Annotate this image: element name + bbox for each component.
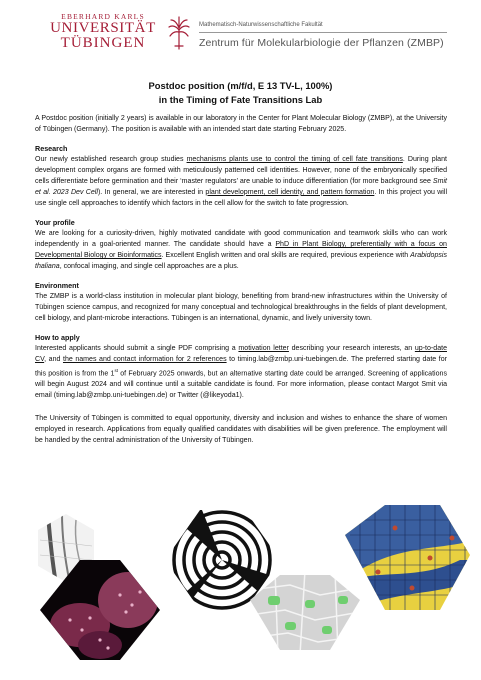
profile-paragraph: We are looking for a curiosity-driven, highly motivated candidate with good communication and teamwork skills who can work independently in a goal-oriented manner. The candidate should have a PhD in Plant Biology, preferentially with a focus on Developmental Biology or Bioinformatics. Excellent English written and oral skills are required, previous experience with Arabidopsis thaliana, confocal imaging, and single cell approaches are a plus.: [35, 230, 447, 270]
uni-line3: TÜBINGEN: [60, 35, 146, 51]
faculty-name: Mathematisch-Naturwissenschaftliche Fakultät: [199, 22, 323, 28]
uni-line1: EBERHARD KARLS: [61, 12, 145, 21]
header-divider: [199, 32, 447, 33]
profile-heading: Your profile: [35, 218, 75, 228]
environment-paragraph: The ZMBP is a world-class institution in molecular plant biology, benefiting from brand-new infrastructures within the University of Tübingen science campus, and recognized for many conceptual and technological breakthroughs in the fields of plant development, cell biology, and plant-microbe interactions. Tübingen is an international, dynamic, and lively university town.: [35, 293, 447, 322]
research-paragraph: Our newly established research group studies mechanisms plants use to control the timing of cell fate transitions. During plant development complex organs are formed with meticulously patterned cell identities. However, none of the embryonically specified cells differentiate before germination and their ‘master regulators’ are unable to induce differentiation (for more background see Smit et al. 2023 Dev Cell). In general, we are interested in plant development, cell identity, and pattern formation. In this project you will use single cell approaches to identify which factors in the cell allow for the switch to fate progression.: [35, 156, 448, 207]
apply-heading: How to apply: [35, 333, 80, 343]
equality-paragraph: The University of Tübingen is committed to equal opportunity, diversity and inclusion and wishes to enhance the share of women employed in research. Applications from equally qualified candidates with disabilities will be given preference. The employment will be handled by the central administration of the University of Tübingen.: [35, 415, 447, 444]
apply-paragraph: Interested applicants should submit a single PDF comprising a motivation letter describing your research interests, an up-to-date CV, and the names and contact information for 2 references to timing.lab@zmbp.uni-tuebingen.de. The preferred starting date for this position is from the 1st of February 2025 onwards, but an alternative starting date could be arranged. Screening of applications will begin August 2024 and will continue until a suitable candidate is found. For more information, please contact Margot Smit via email (timing.lab@zmbp.uni-tuebingen.de) or Twitter (@likeyoda1).: [35, 345, 447, 400]
title-line2: in the Timing of Fate Transitions Lab: [158, 94, 323, 105]
references-item: the names and contact information for 2 references: [62, 356, 227, 364]
research-images-strip: [0, 500, 481, 680]
species-name: Arabidopsis thaliana: [35, 251, 447, 270]
research-topic-link: mechanisms plants use to control the timing of cell fate transitions: [186, 156, 403, 164]
environment-heading: Environment: [35, 281, 79, 291]
research-heading: Research: [35, 144, 68, 154]
interest-areas: plant development, cell identity, and pattern formation: [205, 188, 375, 196]
hexagon-image-collage: [0, 500, 481, 680]
reference-citation: Smit et al. 2023 Dev Cell: [35, 178, 447, 196]
cell-pattern-image: [340, 500, 475, 615]
degree-requirement: PhD in Plant Biology, preferentially with a focus on Developmental Biology or Bioinformatics: [35, 241, 447, 259]
university-logo: [44, 12, 162, 51]
intro-paragraph: A Postdoc position (initially 2 years) is available in our laboratory in the Center for Plant Molecular Biology (ZMBP), at the University of Tübingen (Germany). The position is available with an intended start date starting February 2025.: [35, 115, 447, 133]
title-line1: Postdoc position (m/f/d, E 13 TV-L, 100%): [148, 80, 333, 91]
center-name: Zentrum für Molekularbiologie der Pflanzen (ZMBP): [199, 37, 444, 49]
cv-item: up-to-date CV: [35, 345, 447, 364]
motivation-letter-item: motivation letter: [238, 345, 289, 353]
page-title: [0, 79, 481, 107]
uni-line2: UNIVERSITÄT: [50, 20, 156, 36]
posting-body: [35, 114, 447, 447]
palm-tree-crest-icon: [168, 16, 190, 50]
